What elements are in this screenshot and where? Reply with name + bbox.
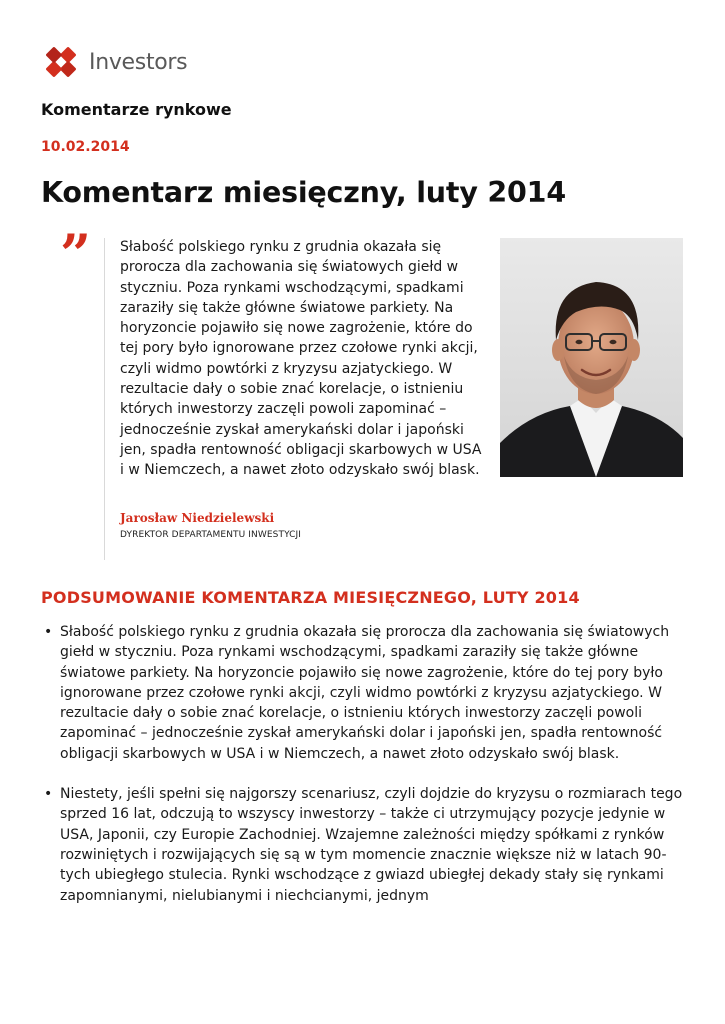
author-name: Jarosław Niedzielewski	[120, 511, 275, 525]
author-role: DYREKTOR DEPARTAMENTU INWESTYCJI	[120, 530, 302, 540]
quote-mark-icon: ”	[60, 222, 92, 286]
list-item-text: Słabość polskiego rynku z grudnia okazała się prorocza dla zachowania się światowych giełd w styczniu. Poza rynkami wschodzącymi, spadkami zaraziły się także główne światowe parkiety. Na horyzoncie pojawiło się nowe zagrożenie, które do tej pory było ignorowane przez czołowe rynki akcji, czyli widmo powtórki z kryzysu azjatyckiego. W rezultacie dały o sobie znać korelacje, o istnieniu których inwestorzy zaczęli powoli zapominać – jednocześnie zyskał amerykański dolar i japoński jen, spadła rentowność obligacji skarbowych w USA i w Niemczech, a nawet złoto odzyskało swój blask.	[60, 624, 670, 762]
bullet-icon: •	[44, 624, 53, 640]
quote-divider	[104, 238, 105, 560]
list-item-text: Niestety, jeśli spełni się najgorszy scenariusz, czyli dojdzie do kryzysu o rozmiarach tego sprzed 16 lat, odczują to wszyscy inwestorzy – także ci utrzymujący pozycje jedynie w USA, Japonii, czy Europie Zachodniej. Wzajemne zależności między spółkami z rynków rozwiniętych i rozwijających się są w tym momencie znacznie większe niż w latach 90-tych ubiegłego stulecia. Rynki wschodzące z gwiazd ubiegłej dekady stały się rynkami zapomnianymi, nielubianymi i niechcianymi, jednym	[60, 786, 683, 904]
page-title: Komentarz miesięczny, luty 2014	[41, 176, 566, 209]
investors-logo-icon	[41, 42, 81, 82]
list-item	[44, 784, 684, 906]
summary-heading: PODSUMOWANIE KOMENTARZA MIESIĘCZNEGO, LUTY 2014	[41, 588, 580, 607]
summary-list	[44, 622, 684, 926]
bullet-icon: •	[44, 786, 53, 803]
quote-text: Słabość polskiego rynku z grudnia okazała się prorocza dla zachowania się światowych giełd w styczniu. Poza rynkami wschodzącymi, spadkami zaraziły się także główne światowe parkiety. Na horyzoncie pojawiło się nowe zagrożenie, które do tej pory było ignorowane przez czołowe rynki akcji, czyli widmo powtórki z kryzysu azjatyckiego. W rezultacie dały o sobie znać korelacje, o istnieniu których inwestorzy zaczęli powoli zapominać – jednocześnie zyskał amerykański dolar i japoński jen, spadła rentowność obligacji skarbowych w USA i w Niemczech, a nawet złoto odzyskało swój blask.	[120, 239, 482, 479]
list-item	[44, 622, 684, 764]
publication-date: 10.02.2014	[41, 139, 130, 155]
section-label[interactable]: Komentarze rynkowe	[41, 100, 232, 119]
logo-text: Investors	[89, 49, 188, 75]
company-logo	[41, 42, 187, 82]
author-photo	[500, 238, 683, 477]
